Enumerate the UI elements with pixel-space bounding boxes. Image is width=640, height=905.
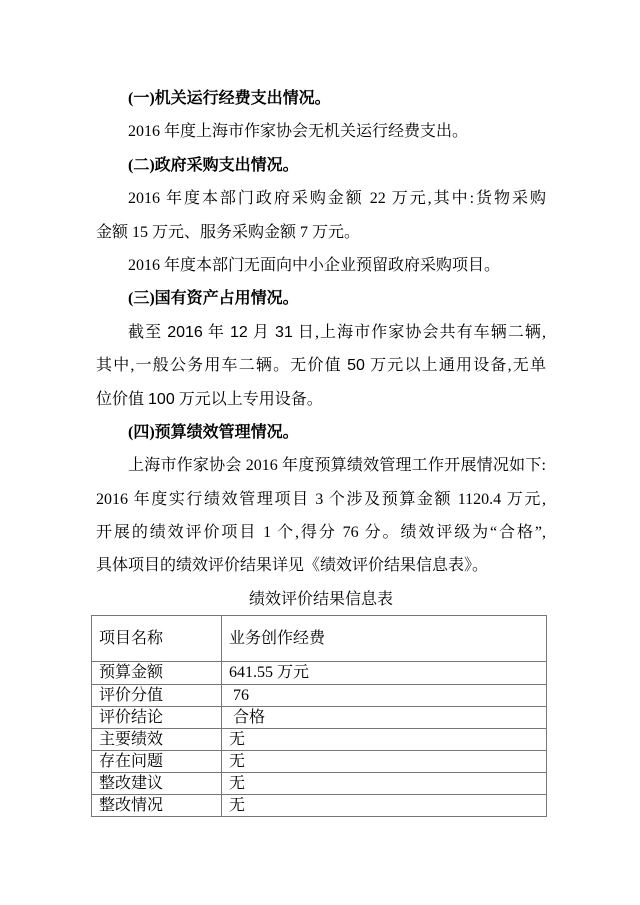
body-line: 2016 年度上海市作家协会无机关运行经费支出。 — [128, 123, 469, 141]
table-row — [92, 751, 547, 773]
table-row — [92, 707, 547, 729]
row-value-cell: 无 — [222, 729, 547, 751]
body-line — [96, 316, 546, 349]
row-label-cell: 评价结论 — [92, 707, 222, 729]
row-label-cell: 预算金额 — [92, 662, 222, 685]
row-value-cell: 无 — [222, 773, 547, 795]
text-run: 月 — [247, 323, 276, 341]
row-value-cell: 76 — [222, 685, 547, 707]
table-row — [92, 795, 547, 817]
table-row — [92, 616, 547, 662]
section-heading: (二)政府采购支出情况。 — [128, 156, 299, 174]
body-line — [96, 349, 546, 382]
row-label-cell: 整改情况 — [92, 795, 222, 817]
body-line: 开展的绩效评价项目 1 个,得分 76 分。绩效评级为“合格”, — [96, 524, 546, 542]
table-row — [92, 685, 547, 707]
row-value-cell: 无 — [222, 751, 547, 773]
row-label-cell: 项目名称 — [92, 616, 222, 662]
row-value-cell: 业务创作经费 — [222, 616, 547, 662]
table-row — [92, 729, 547, 751]
row-value-cell: 641.55 万元 — [222, 662, 547, 685]
text-run: 31 — [275, 323, 293, 341]
text-run: 其中,一般公务用车二辆。无价值 — [96, 357, 348, 375]
performance-table — [91, 615, 547, 817]
text-run: 截至 — [128, 323, 168, 341]
row-value-cell: 合格 — [222, 707, 547, 729]
body-line — [96, 383, 546, 416]
text-run: 年 — [202, 323, 231, 341]
document-body — [96, 82, 546, 583]
row-label-cell: 评价分值 — [92, 685, 222, 707]
text-run: 12 — [230, 323, 248, 341]
body-line: 2016 年度本部门无面向中小企业预留政府采购项目。 — [128, 256, 501, 274]
body-line: 上海市作家协会 2016 年度预算绩效管理工作开展情况如下: — [128, 457, 546, 475]
row-label-cell: 整改建议 — [92, 773, 222, 795]
text-run: 2016 — [167, 323, 203, 341]
row-label-cell: 主要绩效 — [92, 729, 222, 751]
table-title-row — [96, 583, 546, 616]
section-heading: (三)国有资产占用情况。 — [128, 290, 299, 308]
body-line: 2016 年度实行绩效管理项目 3 个涉及预算金额 1120.4 万元, — [96, 490, 546, 508]
text-run: 万元以上通用设备,无单 — [364, 357, 546, 375]
table-row — [92, 662, 547, 685]
text-run: 万元以上专用设备。 — [174, 390, 323, 408]
body-line: 金额 15 万元、服务采购金额 7 万元。 — [96, 223, 361, 241]
section-heading: (四)预算绩效管理情况。 — [128, 423, 299, 441]
text-run: 日,上海市作家协会共有车辆二辆, — [292, 323, 546, 341]
body-line: 2016 年度本部门政府采购金额 22 万元,其中:货物采购 — [128, 190, 546, 208]
table-title: 绩效评价结果信息表 — [248, 591, 393, 608]
text-run: 位价值 — [96, 390, 149, 408]
body-line: 具体项目的绩效评价结果详见《绩效评价结果信息表》。 — [96, 557, 489, 575]
text-run: 100 — [148, 390, 175, 408]
table-row — [92, 773, 547, 795]
row-label-cell: 存在问题 — [92, 751, 222, 773]
text-run: 50 — [347, 357, 365, 375]
row-value-cell: 无 — [222, 795, 547, 817]
section-heading: (一)机关运行经费支出情况。 — [128, 90, 331, 107]
